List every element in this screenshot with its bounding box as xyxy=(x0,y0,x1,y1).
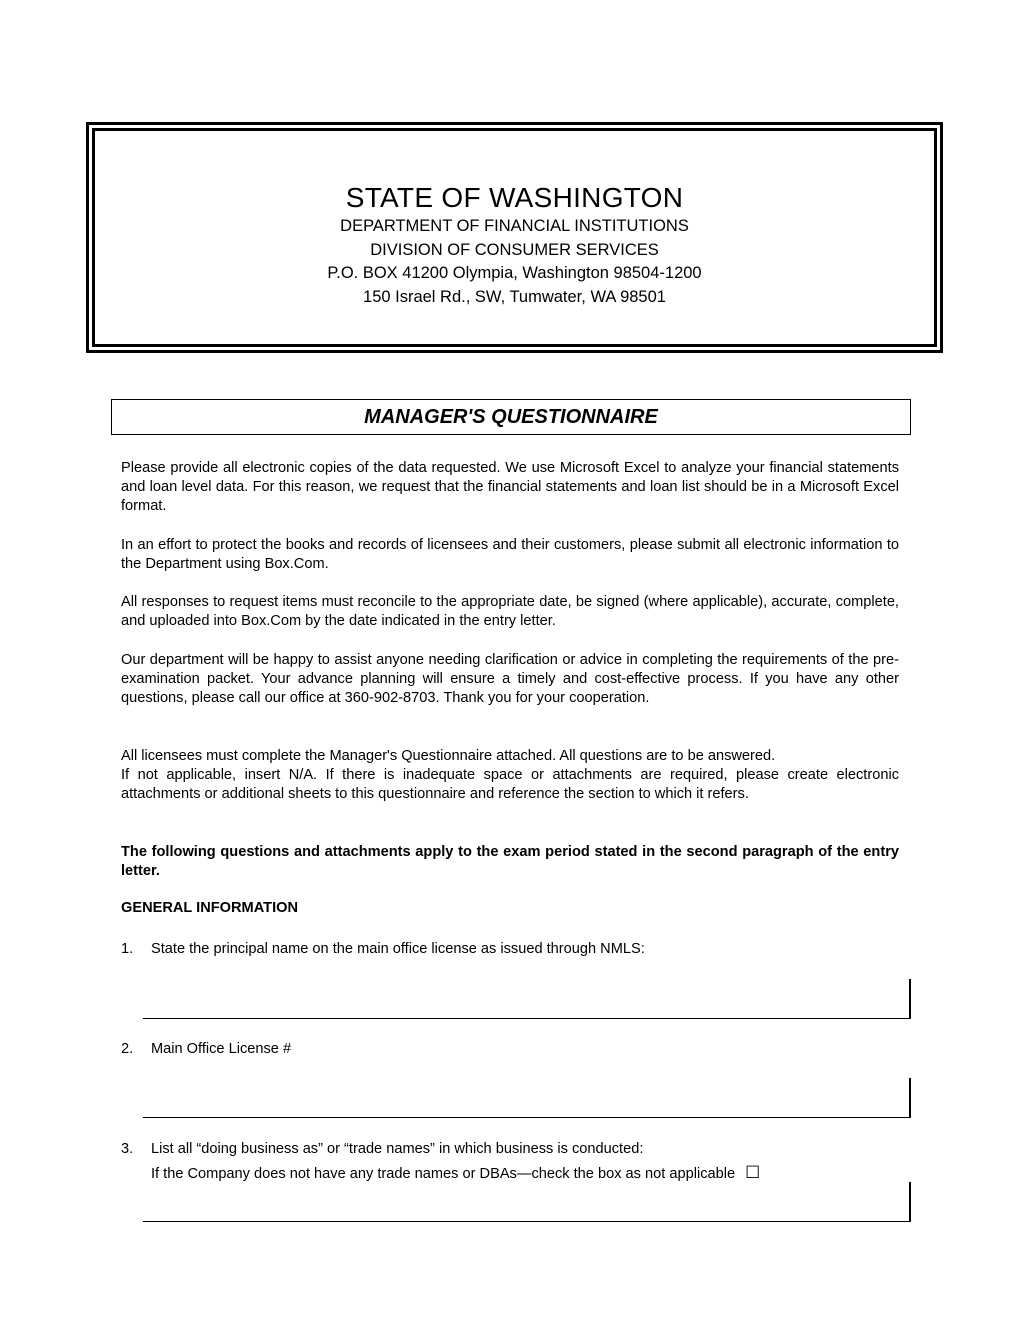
state-title: STATE OF WASHINGTON xyxy=(345,182,684,213)
street-address: 150 Israel Rd., SW, Tumwater, WA 98501 xyxy=(363,287,666,306)
questionnaire-title: MANAGER'S QUESTIONNAIRE xyxy=(111,399,911,435)
department-name: DEPARTMENT OF FINANCIAL INSTITUTIONS xyxy=(340,217,689,235)
paragraph-text: Please provide all electronic copies of the data requested. We use Microsoft Excel to analyze your financial statements and loan level data. For this reason, we request that the financial statements and loan list should be in a Microsoft Excel format. xyxy=(121,460,899,515)
question-2 xyxy=(121,1037,291,1061)
answer-field-2[interactable] xyxy=(143,1078,911,1118)
answer-field-3[interactable] xyxy=(143,1182,911,1222)
question-3 xyxy=(121,1137,760,1186)
instructions-paragraph-2 xyxy=(121,536,899,574)
header-box xyxy=(86,122,943,353)
subtext: If the Company does not have any trade names or DBAs—check the box as not applicable xyxy=(151,1166,736,1182)
paragraph-text: The following questions and attachments apply to the exam period stated in the second paragraph of the entry letter. xyxy=(121,844,899,880)
paragraph-text: Our department will be happy to assist anyone needing clarification or advice in completing the requirements of the pre-examination packet. Your advance planning will ensure a timely and cost-effective process. If you have any other questions, please call our office at 360-902-8703. Thank you for your cooperation. xyxy=(121,652,899,707)
question-number: 2. xyxy=(121,1041,134,1057)
question-text: State the principal name on the main office license as issued through NMLS: xyxy=(151,941,645,957)
instructions-paragraph-4 xyxy=(121,651,899,709)
po-box-address: P.O. BOX 41200 Olympia, Washington 98504-1200 xyxy=(327,264,702,282)
question-number: 1. xyxy=(121,941,134,957)
not-applicable-checkbox[interactable]: ☐ xyxy=(745,1163,761,1182)
instructions-paragraph-5 xyxy=(121,747,899,805)
answer-field-1[interactable] xyxy=(143,979,911,1019)
question-1 xyxy=(121,937,645,961)
header-inner xyxy=(92,128,937,347)
division-name: DIVISION OF CONSUMER SERVICES xyxy=(370,240,659,259)
paragraph-text: All responses to request items must reconcile to the appropriate date, be signed (where applicable), accurate, complete, and uploaded into Box.Com by the date indicated in the entry letter. xyxy=(121,594,899,630)
section-heading: GENERAL INFORMATION xyxy=(121,900,299,916)
paragraph-text: All licensees must complete the Manager's Questionnaire attached. All questions are to be answered. xyxy=(121,748,776,764)
paragraph-text: In an effort to protect the books and records of licensees and their customers, please submit all electronic information to the Department using Box.Com. xyxy=(121,537,899,573)
question-text: List all “doing business as” or “trade names” in which business is conducted: xyxy=(151,1141,644,1157)
instructions-paragraph-1 xyxy=(121,459,899,517)
instructions-paragraph-3 xyxy=(121,593,899,631)
paragraph-text: If not applicable, insert N/A. If there is inadequate space or attachments are required, please create electronic attachments or additional sheets to this questionnaire and reference the section to which it refers. xyxy=(121,767,899,803)
question-text: Main Office License # xyxy=(151,1041,292,1057)
exam-period-note xyxy=(121,843,899,881)
question-number: 3. xyxy=(121,1141,134,1157)
